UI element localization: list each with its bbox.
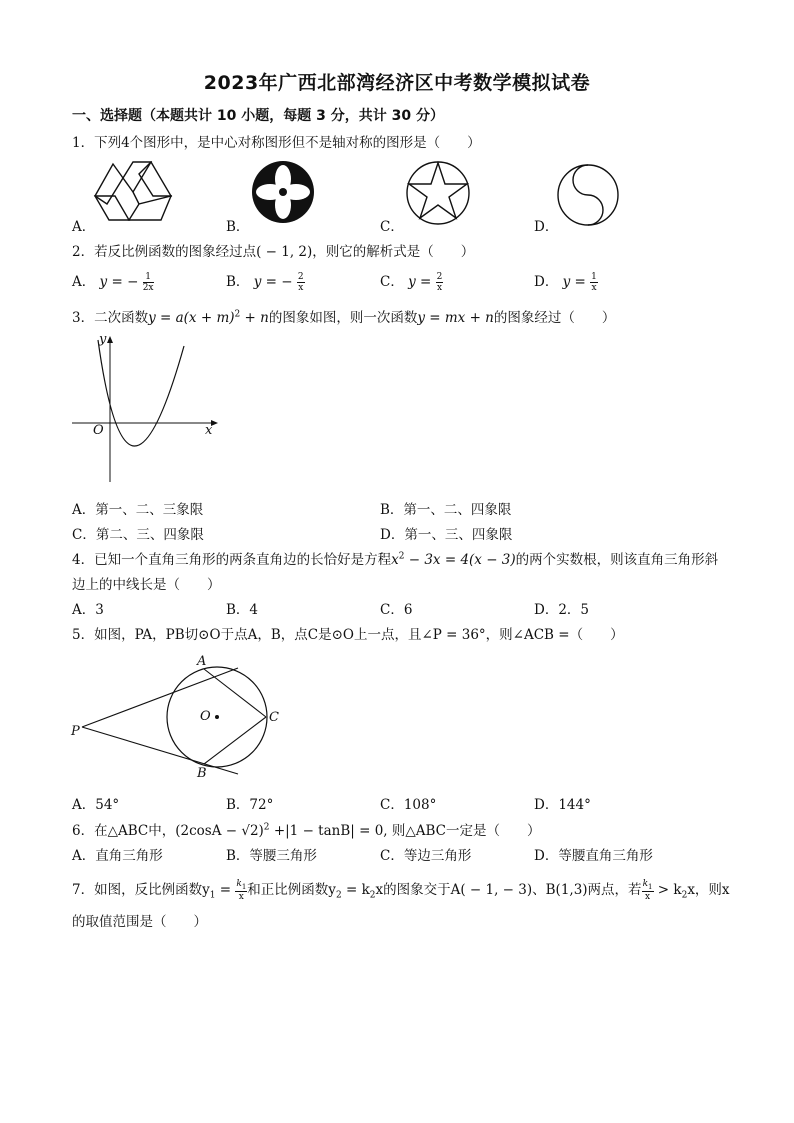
q6-exponent: 2: [263, 822, 270, 833]
q3-x-axis-label: x: [205, 423, 213, 438]
q4-equation-tail: − 3x = 4(x − 3): [404, 552, 516, 568]
q2-option-c-numerator: 2: [436, 272, 443, 282]
q2-option-d-lhs: y =: [562, 274, 586, 290]
q1-figure-c-star-in-circle: [405, 160, 471, 226]
question-7-stem-line2: 的取值范围是（ ）: [72, 914, 207, 930]
q5-point-b-label: B: [197, 766, 207, 781]
q1-option-b: B．: [226, 219, 250, 235]
q3-option-d: D．第一、三、四象限: [380, 527, 513, 543]
q7-fraction-numerator: [235, 879, 247, 893]
q7-ineq-subscript: 2: [681, 890, 688, 901]
q5-option-a: A．54°: [72, 797, 120, 813]
q5-point-a-label: A: [197, 654, 207, 669]
q5-option-b: B．72°: [226, 797, 274, 813]
q1-figure-b-four-petal-circle: [250, 159, 316, 225]
question-7-stem-line1: [72, 878, 730, 902]
q2-option-b-lhs: y = −: [253, 274, 293, 290]
q7-ineq-k-subscript: 1: [648, 882, 653, 891]
q7-k1-over-x-fraction: [235, 879, 247, 903]
q1-figure-a-triangular-arrows: [93, 160, 173, 228]
q2-option-a-lhs: y = −: [99, 274, 139, 290]
q1-option-c: C．: [380, 219, 404, 235]
q4-option-a: A．3: [72, 602, 104, 618]
q6-option-a: A．直角三角形: [72, 848, 163, 864]
q1-option-a: A．: [72, 219, 96, 235]
q4-option-c: C．6: [380, 602, 413, 618]
q2-option-c-label: C．: [380, 274, 404, 290]
q3-option-c: C．第二、三、四象限: [72, 527, 204, 543]
q7-inequality-fraction: [642, 879, 654, 903]
q3-option-b: B．第一、二、四象限: [380, 502, 512, 518]
q7-eq1: =: [215, 882, 236, 898]
q2-option-b-fraction: [297, 272, 305, 293]
q6-option-b: B．等腰三角形: [226, 848, 317, 864]
q2-option-a-fraction: [143, 272, 154, 293]
q2-option-c-fraction: [436, 272, 444, 293]
q3-linear-formula: y = mx + n: [417, 310, 494, 326]
q4-equation: x: [391, 552, 399, 568]
q2-option-d: [534, 270, 598, 293]
q2-option-d-label: D．: [534, 274, 559, 290]
q7-k-symbol: k: [236, 878, 242, 889]
q5-option-d: D．144°: [534, 797, 591, 813]
q2-option-a-numerator: 1: [143, 272, 154, 283]
q3-stem-text-c: 的图象经过（ ）: [493, 310, 616, 326]
q6-stem-text-b: +|1 − tanB| = 0, 则△ABC一定是（ ）: [269, 823, 541, 839]
q2-option-b: [226, 270, 305, 293]
question-1-stem: 1．下列4个图形中，是中心对称图形但不是轴对称的图形是（ ）: [72, 135, 481, 151]
q2-option-c-denominator: x: [437, 283, 443, 293]
q5-point-c-label: C: [269, 710, 279, 725]
q2-option-b-denominator: x: [298, 283, 304, 293]
q2-option-d-numerator: 1: [591, 272, 597, 282]
q4-option-b: B．4: [226, 602, 259, 618]
q7-stem-text-c: = k: [341, 882, 370, 898]
q7-stem-text-b: 和正比例函数y: [247, 882, 336, 898]
question-5-stem: 5．如图，PA，PB切⊙O于点A，B，点C是⊙O上一点，且∠P = 36°，则∠ACB =（ ）: [72, 627, 624, 643]
question-4-stem-line1: [72, 548, 718, 568]
q4-option-d: D．2．5: [534, 602, 590, 618]
q7-ineq-tail: > k: [653, 882, 682, 898]
q6-option-c: C．等边三角形: [380, 848, 472, 864]
q6-option-d: D．等腰直角三角形: [534, 848, 653, 864]
question-6-stem: [72, 819, 541, 839]
q1-option-d: D．: [534, 219, 559, 235]
q2-option-d-denominator: x: [591, 283, 597, 293]
q2-option-a-denominator: 2x: [142, 283, 154, 293]
q3-option-a: A．第一、二、三象限: [72, 502, 204, 518]
q2-stem-text-a: 2．若反比例函数的图象经过点: [72, 244, 257, 260]
q7-ineq-k-symbol: k: [642, 878, 649, 889]
question-2-stem: [72, 240, 474, 260]
q3-stem-text-a: 3．二次函数: [72, 310, 149, 326]
q4-equation-exponent: 2: [398, 551, 405, 562]
q3-y-axis-label: y: [99, 332, 107, 347]
q2-option-c: [380, 270, 443, 293]
q5-option-c: C．108°: [380, 797, 437, 813]
q3-origin-label: O: [93, 423, 104, 438]
q7-k2-subscript: 2: [369, 890, 376, 901]
q6-stem-text-a: 6．在△ABC中，(2cosA − √2): [72, 823, 264, 839]
q3-parabola-graph: [72, 334, 222, 484]
q7-stem-text-d: x的图象交于A( − 1, − 3)、B(1,3)两点，若: [375, 882, 642, 898]
q3-stem-text-b: 的图象如图，则一次函数: [268, 310, 418, 326]
q5-tangent-circle-figure: [70, 650, 290, 790]
question-3-stem: [72, 306, 615, 326]
q2-option-c-lhs: y =: [408, 274, 432, 290]
q7-stem-text-a: 7．如图，反比例函数y: [72, 882, 210, 898]
q7-stem-text-e: x，则x: [687, 882, 730, 898]
question-4-stem-line2: 边上的中线长是（ ）: [72, 577, 221, 593]
q3-quadratic-tail: + n: [240, 310, 269, 326]
q2-stem-text-b: ，则它的解析式是（ ）: [312, 244, 475, 260]
q5-point-p-label: P: [71, 724, 80, 739]
page-title: 2023年广西北部湾经济区中考数学模拟试卷: [203, 72, 591, 94]
q3-quadratic-formula: y = a(x + m): [148, 310, 235, 326]
q7-fraction-denominator: x: [238, 892, 244, 903]
q7-y2-subscript: 2: [335, 890, 342, 901]
q5-point-o-label: O: [200, 709, 211, 724]
q4-stem-text-b: 的两个实数根，则该直角三角形斜: [515, 552, 719, 568]
q2-option-d-fraction: [590, 272, 598, 293]
q7-y1-subscript: 1: [209, 890, 216, 901]
q2-option-a-label: A．: [72, 274, 96, 290]
q7-k-subscript: 1: [241, 882, 247, 891]
q2-point: ( − 1, 2): [256, 244, 313, 260]
q2-option-b-label: B．: [226, 274, 250, 290]
q1-figure-d-yin-yang-circle: [556, 163, 620, 227]
section-heading: 一、选择题（本题共计 10 小题，每题 3 分，共计 30 分）: [72, 108, 444, 124]
q3-quadratic-exponent: 2: [234, 309, 241, 320]
q2-option-a: [72, 270, 154, 293]
q4-stem-text-a: 4．已知一个直角三角形的两条直角边的长恰好是方程: [72, 552, 392, 568]
q7-ineq-denominator: x: [644, 892, 651, 903]
q2-option-b-numerator: 2: [297, 272, 304, 282]
q7-ineq-numerator: [642, 879, 654, 893]
